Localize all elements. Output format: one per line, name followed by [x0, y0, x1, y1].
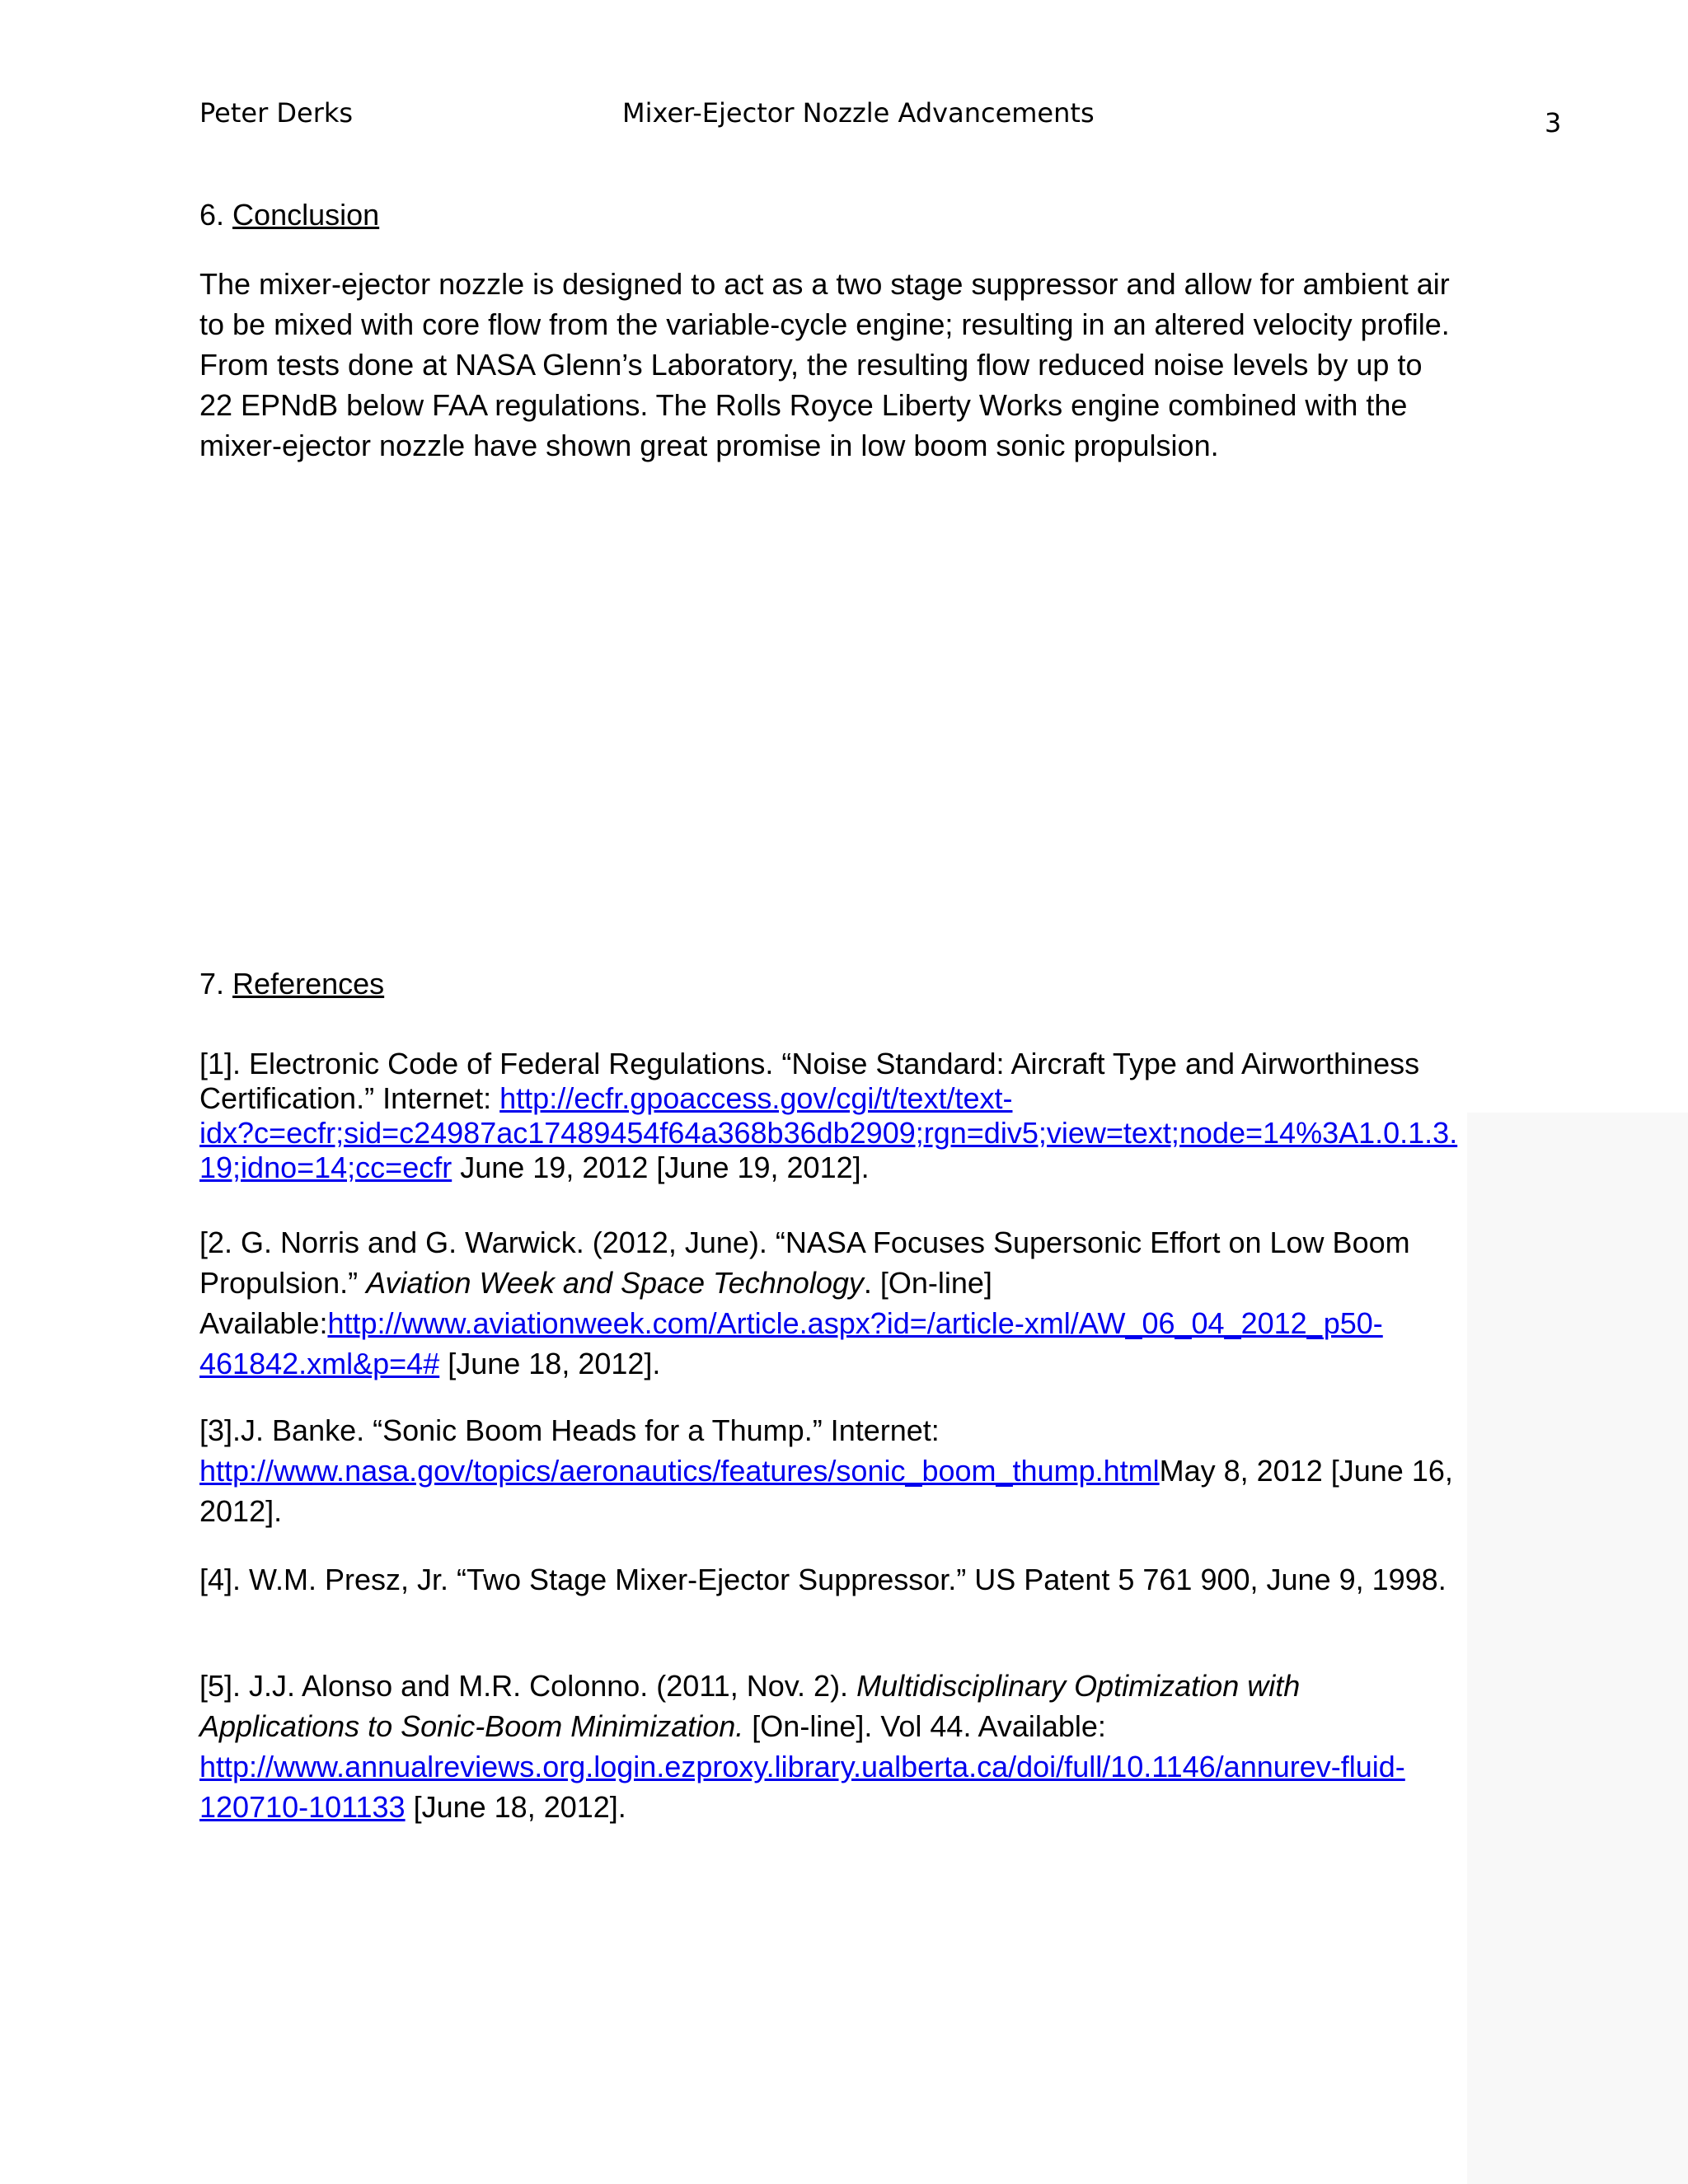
- reference-text: Certification.” Internet:: [199, 1081, 500, 1115]
- paragraph-line: From tests done at NASA Glenn’s Laboratory, the resulting flow reduced noise levels by up to: [199, 348, 1423, 382]
- reference-link[interactable]: 461842.xml&p=4#: [199, 1347, 440, 1380]
- header-page-number: 3: [1545, 107, 1562, 138]
- section-number: 7.: [199, 967, 225, 1001]
- reference-text: Available:: [199, 1306, 328, 1340]
- reference-text: [1]. Electronic Code of Federal Regulations. “Noise Standard: Aircraft Type and Airworthiness: [199, 1047, 1420, 1080]
- reference-text: June 19, 2012 [June 19, 2012].: [452, 1151, 870, 1184]
- reference-link[interactable]: idx?c=ecfr;sid=c24987ac17489454f64a368b36db2909;rgn=div5;view=text;node=14%3A1.0.1.3.: [199, 1116, 1458, 1150]
- reference-text: May 8, 2012 [June 16,: [1159, 1454, 1453, 1488]
- reference-text: [June 18, 2012].: [405, 1790, 626, 1824]
- reference-text: [4]. W.M. Presz, Jr. “Two Stage Mixer-Ejector Suppressor.” US Patent 5 761 900, June 9, 1998.: [199, 1563, 1447, 1596]
- section-number: 6.: [199, 198, 225, 232]
- reference-text: 2012].: [199, 1494, 283, 1528]
- reference-link[interactable]: 19;idno=14;cc=ecfr: [199, 1151, 452, 1184]
- journal-title: Aviation Week and Space Technology: [366, 1266, 864, 1300]
- reference-1: [199, 1047, 1502, 1185]
- section-title: References: [232, 967, 385, 1001]
- paragraph-line: to be mixed with core flow from the variable-cycle engine; resulting in an altered velocity profile.: [199, 307, 1450, 341]
- reference-text: [2. G. Norris and G. Warwick. (2012, June). “NASA Focuses Supersonic Effort on Low Boom: [199, 1226, 1410, 1259]
- reference-link[interactable]: http://www.aviationweek.com/Article.aspx?id=/article-xml/AW_06_04_2012_p50-: [327, 1306, 1383, 1340]
- reference-4: [199, 1559, 1502, 1600]
- reference-text: Propulsion.”: [199, 1266, 367, 1300]
- reference-text: [On-line]. Vol 44. Available:: [743, 1709, 1106, 1743]
- reference-3: [199, 1410, 1502, 1531]
- reference-text: [3].J. Banke. “Sonic Boom Heads for a Thump.” Internet:: [199, 1413, 940, 1447]
- reference-link[interactable]: http://ecfr.gpoaccess.gov/cgi/t/text/text-: [499, 1081, 1013, 1115]
- section-title: Conclusion: [232, 198, 380, 232]
- reference-link[interactable]: http://www.annualreviews.org.login.ezproxy.library.ualberta.ca/doi/full/10.1146/annurev-fluid-: [199, 1750, 1405, 1783]
- header-title: Mixer-Ejector Nozzle Advancements: [622, 97, 1095, 129]
- reference-text: [5]. J.J. Alonso and M.R. Colonno. (2011, Nov. 2).: [199, 1669, 857, 1703]
- reference-text: [June 18, 2012].: [439, 1347, 661, 1380]
- conclusion-heading: [199, 198, 379, 232]
- references-heading: [199, 967, 384, 1001]
- reference-5: [199, 1666, 1502, 1827]
- reference-text: . [On-line]: [863, 1266, 992, 1300]
- header-author: Peter Derks: [199, 97, 354, 129]
- reference-2: [199, 1222, 1502, 1384]
- article-title: Multidisciplinary Optimization with: [856, 1669, 1301, 1703]
- paragraph-line: mixer-ejector nozzle have shown great promise in low boom sonic propulsion.: [199, 429, 1219, 462]
- reference-link[interactable]: http://www.nasa.gov/topics/aeronautics/features/sonic_boom_thump.html: [199, 1454, 1160, 1488]
- article-title: Applications to Sonic-Boom Minimization.: [199, 1709, 744, 1743]
- paragraph-line: 22 EPNdB below FAA regulations. The Rolls Royce Liberty Works engine combined with the: [199, 388, 1408, 422]
- reference-link[interactable]: 120710-101133: [199, 1790, 406, 1824]
- conclusion-paragraph: [199, 264, 1493, 466]
- paragraph-line: The mixer-ejector nozzle is designed to act as a two stage suppressor and allow for ambient air: [199, 267, 1450, 301]
